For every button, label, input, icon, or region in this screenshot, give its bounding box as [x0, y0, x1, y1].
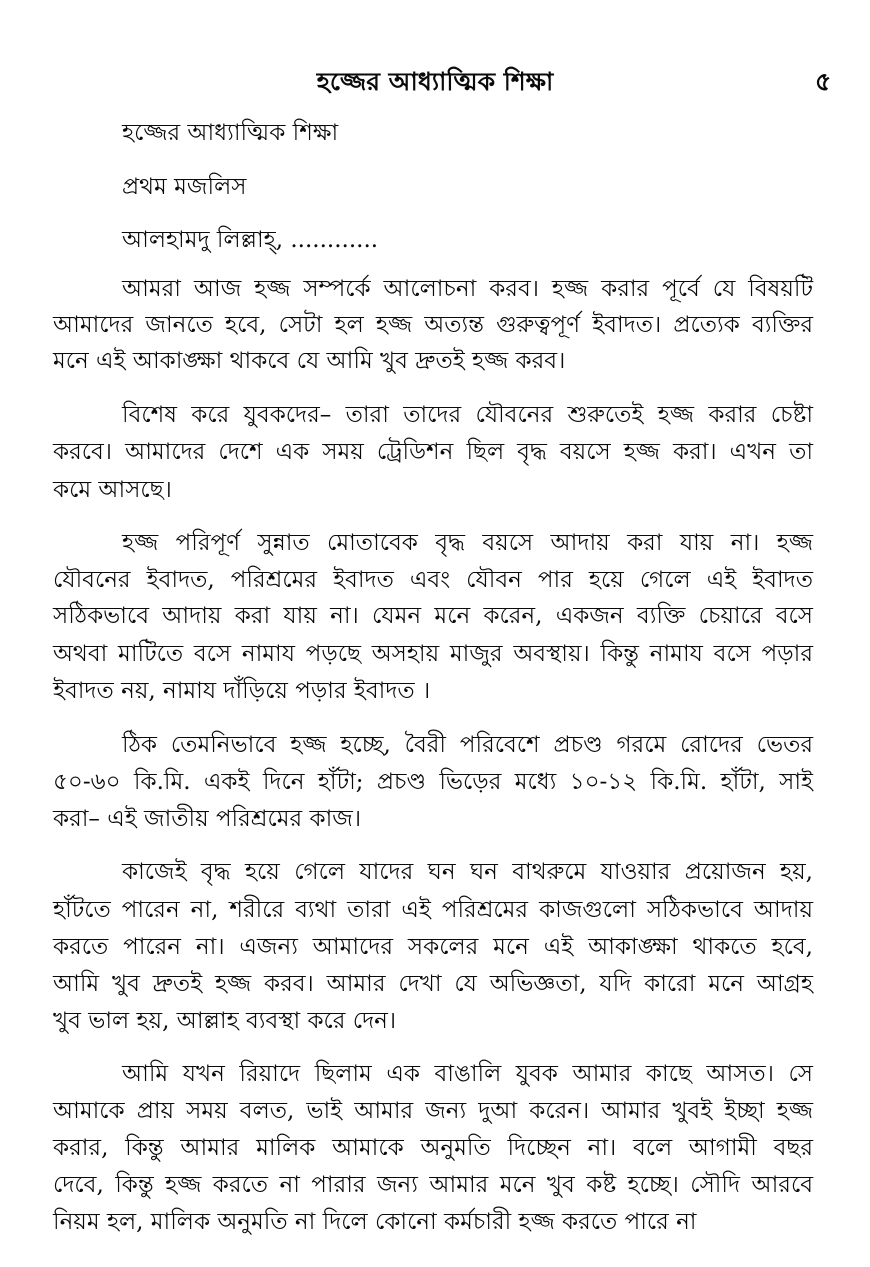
paragraph-line: আমাকে প্রায় সময় বলত, ভাই আমার জন্য দুআ করেন। আমার খুবই ইচ্ছা হজ্জ [53, 1098, 813, 1124]
paragraph-line: করতে পারেন না। এজন্য আমাদের সকলের মনে এই আকাঙ্ক্ষা থাকতে হবে, [53, 934, 813, 960]
paragraph-line: আমি খুব দ্রুতই হজ্জ করব। আমার দেখা যে অভিজ্ঞতা, যদি কারো মনে আগ্রহ [53, 971, 813, 997]
page-number: ৫ [815, 67, 832, 96]
paragraph-line: আমি যখন রিয়াদে ছিলাম এক বাঙালি যুবক আমার কাছে আসত। সে [122, 1061, 813, 1087]
paragraph-line: খুব ভাল হয়, আল্লাহ ব্যবস্থা করে দেন। [53, 1008, 397, 1034]
paragraph-line: আমাদের জানতে হবে, সেটা হল হজ্জ অত্যন্ত গুরুত্বপূর্ণ ইবাদত। প্রত্যেক ব্যক্তির [53, 312, 813, 338]
paragraph-line: করবে। আমাদের দেশে এক সময় ট্রেডিশন ছিল বৃদ্ধ বয়সে হজ্জ করা। এখন তা [53, 439, 813, 465]
chapter-title: হজ্জের আধ্যাত্মিক শিক্ষা [122, 120, 339, 146]
running-header-title: হজ্জের আধ্যাত্মিক শিক্ষা [316, 67, 554, 96]
paragraph-line: ইবাদত নয়, নামায দাঁড়িয়ে পড়ার ইবাদত । [53, 678, 431, 704]
paragraph-line: নিয়ম হল, মালিক অনুমতি না দিলে কোনো কর্মচারী হজ্জ করতে পারে না [53, 1209, 697, 1235]
paragraph-line: ৫০-৬০ কি.মি. একই দিনে হাঁটা; প্রচণ্ড ভিড়ের মধ্যে ১০-১২ কি.মি. হাঁটা, সাই [53, 769, 813, 795]
paragraph-line: অথবা মাটিতে বসে নামায পড়ছে অসহায় মাজুর অবস্থায়। কিন্তু নামায বসে পড়ার [53, 641, 813, 667]
paragraph-line: মনে এই আকাঙ্ক্ষা থাকবে যে আমি খুব দ্রুতই হজ্জ করব। [53, 348, 566, 374]
paragraph-line: বিশেষ করে যুবকদের– তারা তাদের যৌবনের শুরুতেই হজ্জ করার চেষ্টা [122, 402, 813, 428]
paragraph-line: করা– এই জাতীয় পরিশ্রমের কাজ। [53, 806, 362, 832]
paragraph-line: করার, কিন্তু আমার মালিক আমাকে অনুমতি দিচ্ছেন না। বলে আগামী বছর [53, 1135, 813, 1161]
paragraph-line: কাজেই বৃদ্ধ হয়ে গেলে যাদের ঘন ঘন বাথরুমে যাওয়ার প্রয়োজন হয়, [122, 859, 813, 885]
paragraph-line: দেবে, কিন্তু হজ্জ করতে না পারার জন্য আমার মনে খুব কষ্ট হচ্ছে। সৌদি আরবে [53, 1172, 813, 1198]
paragraph-line: হজ্জ পরিপূর্ণ সুন্নাত মোতাবেক বৃদ্ধ বয়সে আদায় করা যায় না। হজ্জ [122, 530, 813, 556]
greeting-line: আলহামদু লিল্লাহ্‌, ............ [122, 227, 379, 253]
paragraph-line: ঠিক তেমনিভাবে হজ্জ হচ্ছে, বৈরী পরিবেশে প্রচণ্ড গরমে রোদের ভেতর [122, 732, 813, 758]
paragraph-line: যৌবনের ইবাদত, পরিশ্রমের ইবাদত এবং যৌবন পার হয়ে গেলে এই ইবাদত [53, 567, 813, 593]
section-heading: প্রথম মজলিস [122, 174, 247, 200]
paragraph-line: কমে আসছে। [53, 477, 172, 503]
paragraph-line: সঠিকভাবে আদায় করা যায় না। যেমন মনে করেন, একজন ব্যক্তি চেয়ারে বসে [53, 603, 813, 629]
paragraph-line: হাঁটতে পারেন না, শরীরে ব্যথা তারা এই পরিশ্রমের কাজগুলো সঠিকভাবে আদায় [53, 897, 813, 923]
paragraph-line: আমরা আজ হজ্জ সম্পর্কে আলোচনা করব। হজ্জ করার পূর্বে যে বিষয়টি [122, 276, 813, 302]
